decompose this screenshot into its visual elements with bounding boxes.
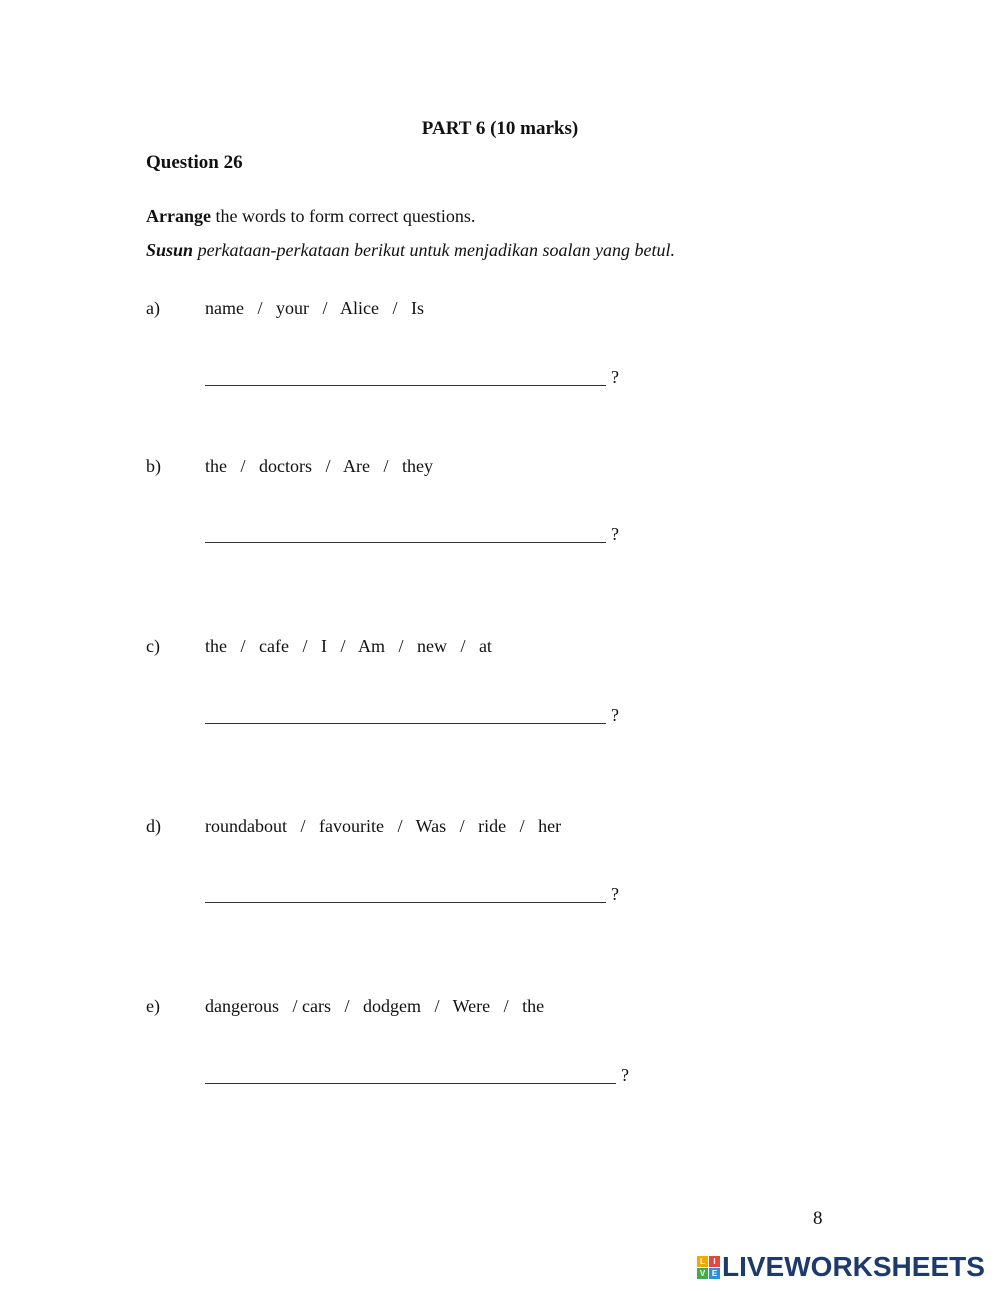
item-b-answer-field[interactable] bbox=[205, 521, 606, 543]
instruction-malay-text: perkataan-perkataan berikut untuk menjadikan soalan yang betul. bbox=[193, 240, 675, 260]
item-e-words: dangerous / cars / dodgem / Were / the bbox=[205, 996, 545, 1016]
brand-wordmark: LIVEWORKSHEETS bbox=[722, 1251, 985, 1282]
item-a-letter: a) bbox=[146, 298, 160, 318]
item-a-question-mark: ? bbox=[611, 367, 619, 387]
item-e-answer-field[interactable] bbox=[205, 1062, 616, 1084]
item-a-words: name / your / Alice / Is bbox=[205, 298, 424, 318]
logo-tile-e: E bbox=[709, 1268, 720, 1279]
logo-tile-i: I bbox=[709, 1256, 720, 1267]
item-b-words: the / doctors / Are / they bbox=[205, 456, 433, 476]
item-b-letter: b) bbox=[146, 456, 161, 476]
item-d-words: roundabout / favourite / Was / ride / her bbox=[205, 816, 562, 836]
instruction-english-text: the words to form correct questions. bbox=[210, 206, 476, 226]
item-e-question-mark: ? bbox=[621, 1065, 629, 1085]
liveworksheets-logo-icon bbox=[697, 1256, 720, 1279]
instruction-english-verb: Arrange bbox=[146, 206, 211, 226]
liveworksheets-brand bbox=[697, 1252, 985, 1282]
item-c-letter: c) bbox=[146, 636, 160, 656]
item-c-answer-field[interactable] bbox=[205, 702, 606, 724]
instruction-malay-verb: Susun bbox=[146, 240, 194, 260]
item-d-question-mark: ? bbox=[611, 884, 619, 904]
item-b-question-mark: ? bbox=[611, 524, 619, 544]
instruction-malay bbox=[146, 240, 675, 261]
item-a-answer-field[interactable] bbox=[205, 364, 606, 386]
instruction-english bbox=[146, 206, 475, 227]
item-c-question-mark: ? bbox=[611, 705, 619, 725]
logo-tile-v: V bbox=[697, 1268, 708, 1279]
item-d-answer-field[interactable] bbox=[205, 881, 606, 903]
page-number: 8 bbox=[813, 1208, 823, 1229]
item-e-letter: e) bbox=[146, 996, 160, 1016]
item-c-words: the / cafe / I / Am / new / at bbox=[205, 636, 492, 656]
item-d-letter: d) bbox=[146, 816, 161, 836]
question-title: Question 26 bbox=[146, 152, 243, 173]
part-title: PART 6 (10 marks) bbox=[421, 118, 579, 139]
logo-tile-l: L bbox=[697, 1256, 708, 1267]
